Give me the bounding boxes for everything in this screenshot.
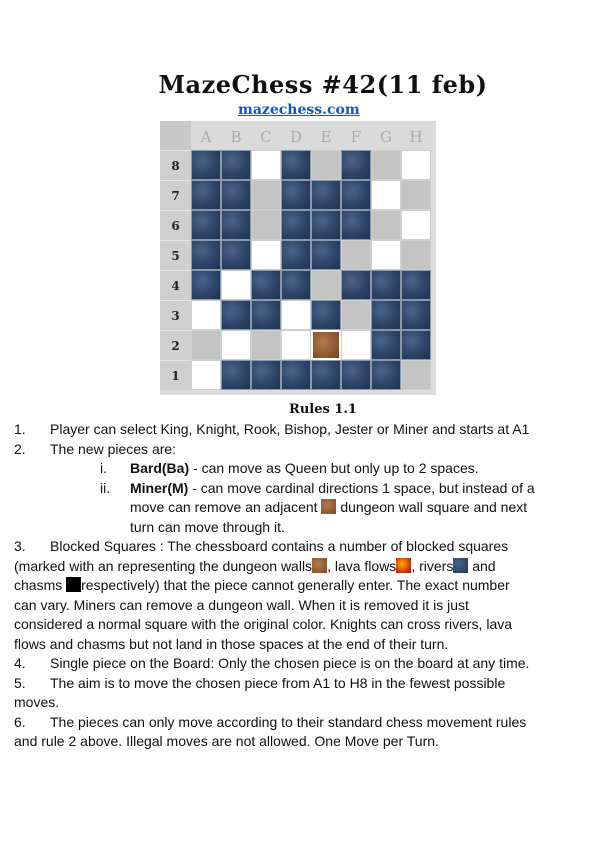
rule-3-line-6 <box>14 635 584 655</box>
square-g5-white[interactable] <box>371 240 401 270</box>
square-b4-white[interactable] <box>221 270 251 300</box>
column-label-g: G <box>371 121 401 150</box>
dungeon-wall-icon <box>312 558 327 573</box>
rule-number: 5. <box>14 674 26 691</box>
rule-4 <box>14 654 584 674</box>
rule-text: The new pieces are: <box>50 440 177 457</box>
square-e1-river[interactable] <box>311 360 341 390</box>
square-h5-gray[interactable] <box>401 240 431 270</box>
rule-3-line-2 <box>14 557 584 577</box>
rule-text: move can remove an adjacent <box>130 499 322 515</box>
rules-title: Rules 1.1 <box>289 402 357 417</box>
square-f8-river[interactable] <box>341 150 371 180</box>
square-e8-gray[interactable] <box>311 150 341 180</box>
square-h4-river[interactable] <box>401 270 431 300</box>
rule-text: considered a normal square with the original color. Knights can cross rivers, lava <box>14 616 513 632</box>
square-d5-river[interactable] <box>281 240 311 270</box>
square-f1-river[interactable] <box>341 360 371 390</box>
page-title: MazeChess #42(11 feb) <box>158 70 488 99</box>
sub-rule-number: ii. <box>100 479 111 496</box>
square-a6-river[interactable] <box>191 210 221 240</box>
rule-text: and <box>468 557 496 574</box>
rule-6-line-2 <box>14 732 584 752</box>
square-b3-river[interactable] <box>221 300 251 330</box>
rule-text: and rule 2 above. Illegal moves are not allowed. One Move per Turn. <box>14 733 439 749</box>
rule-text: , lava flows <box>327 557 397 574</box>
rule-6 <box>14 713 584 733</box>
board-corner <box>160 121 191 150</box>
square-f2-white[interactable] <box>341 330 371 360</box>
square-c7-gray[interactable] <box>251 180 281 210</box>
square-h8-white[interactable] <box>401 150 431 180</box>
square-a3-white[interactable] <box>191 300 221 330</box>
column-label-c: C <box>251 121 281 150</box>
lava-flow-icon <box>396 558 411 573</box>
square-b5-river[interactable] <box>221 240 251 270</box>
square-c1-river[interactable] <box>251 360 281 390</box>
square-f5-gray[interactable] <box>341 240 371 270</box>
square-c6-gray[interactable] <box>251 210 281 240</box>
rule-text: turn can move through it. <box>130 518 285 535</box>
square-g1-river[interactable] <box>371 360 401 390</box>
square-f4-river[interactable] <box>341 270 371 300</box>
rule-2-i <box>14 459 584 479</box>
square-d6-river[interactable] <box>281 210 311 240</box>
column-label-a: A <box>191 121 221 150</box>
rule-text: can vary. Miners can remove a dungeon wall. When it is removed it is just <box>14 596 469 613</box>
square-d3-white[interactable] <box>281 300 311 330</box>
column-label-h: H <box>401 121 431 150</box>
row-label-8: 8 <box>160 150 191 180</box>
square-a4-river[interactable] <box>191 270 221 300</box>
square-d1-river[interactable] <box>281 360 311 390</box>
rule-2 <box>14 440 584 460</box>
rule-2-ii <box>14 479 584 499</box>
rule-number: 2. <box>14 440 26 457</box>
square-e3-river[interactable] <box>311 300 341 330</box>
square-h6-white[interactable] <box>401 210 431 240</box>
square-h7-gray[interactable] <box>401 180 431 210</box>
rule-text: The pieces can only move according to their standard chess movement rules <box>50 713 527 730</box>
piece-name-bard: Bard(Ba) <box>130 460 190 476</box>
square-c4-river[interactable] <box>251 270 281 300</box>
column-label-d: D <box>281 121 311 150</box>
square-f6-river[interactable] <box>341 210 371 240</box>
row-label-3: 3 <box>160 300 191 330</box>
row-label-6: 6 <box>160 210 191 240</box>
square-b6-river[interactable] <box>221 210 251 240</box>
square-a8-river[interactable] <box>191 150 221 180</box>
square-h3-river[interactable] <box>401 300 431 330</box>
square-g3-river[interactable] <box>371 300 401 330</box>
rule-2-ii-cont2 <box>14 518 584 538</box>
rule-2-ii-cont <box>14 498 584 518</box>
rule-text: chasms <box>14 577 67 593</box>
square-b8-river[interactable] <box>221 150 251 180</box>
rule-number: 3. <box>14 538 26 554</box>
square-c2-gray[interactable] <box>251 330 281 360</box>
square-e2-wall[interactable] <box>311 330 341 360</box>
column-label-e: E <box>311 121 341 150</box>
row-label-5: 5 <box>160 240 191 270</box>
square-c5-white[interactable] <box>251 240 281 270</box>
square-g8-gray[interactable] <box>371 150 401 180</box>
square-a1-white[interactable] <box>191 360 221 390</box>
row-label-2: 2 <box>160 330 191 360</box>
square-e7-river[interactable] <box>311 180 341 210</box>
column-label-b: B <box>221 121 251 150</box>
rule-5 <box>14 674 584 694</box>
rule-3-line-3 <box>14 576 584 596</box>
square-c8-white[interactable] <box>251 150 281 180</box>
square-g6-gray[interactable] <box>371 210 401 240</box>
dungeon-wall-icon <box>321 499 336 514</box>
rule-number: 6. <box>14 713 26 730</box>
rule-5-line-2 <box>14 693 584 713</box>
rule-number: 1. <box>14 421 26 437</box>
rule-text: respectively) that the piece cannot generally enter. The exact number <box>81 577 510 593</box>
rule-text: (marked with an representing the dungeon walls <box>14 557 313 574</box>
square-b1-river[interactable] <box>221 360 251 390</box>
rule-text: - can move cardinal directions 1 space, but instead of a <box>188 479 535 496</box>
square-c3-river[interactable] <box>251 300 281 330</box>
rule-number: 4. <box>14 655 26 671</box>
rule-3-line-4 <box>14 596 584 616</box>
square-d8-river[interactable] <box>281 150 311 180</box>
rule-3-line-5 <box>14 615 584 635</box>
sub-rule-number: i. <box>100 460 107 476</box>
rule-text: The aim is to move the chosen piece from A1 to H8 in the fewest possible <box>50 674 506 691</box>
square-a2-gray[interactable] <box>191 330 221 360</box>
square-e4-gray[interactable] <box>311 270 341 300</box>
row-label-7: 7 <box>160 180 191 210</box>
rule-text: , rivers <box>411 557 454 574</box>
row-label-1: 1 <box>160 360 191 390</box>
square-g2-river[interactable] <box>371 330 401 360</box>
rule-text: Single piece on the Board: Only the chosen piece is on the board at any time. <box>50 655 530 671</box>
rule-text: - can move as Queen but only up to 2 spaces. <box>189 460 479 476</box>
river-icon <box>453 558 468 573</box>
square-h1-gray[interactable] <box>401 360 431 390</box>
rule-1 <box>14 420 584 440</box>
column-label-f: F <box>341 121 371 150</box>
square-d2-white[interactable] <box>281 330 311 360</box>
square-g4-river[interactable] <box>371 270 401 300</box>
rule-text: Blocked Squares : The chessboard contains a number of blocked squares <box>50 538 509 554</box>
rule-text: moves. <box>14 694 60 710</box>
rule-text: dungeon wall square and next <box>336 499 528 515</box>
square-d4-river[interactable] <box>281 270 311 300</box>
square-a7-river[interactable] <box>191 180 221 210</box>
maze-chessboard <box>160 121 436 395</box>
square-f3-gray[interactable] <box>341 300 371 330</box>
square-g7-white[interactable] <box>371 180 401 210</box>
square-e5-river[interactable] <box>311 240 341 270</box>
square-b7-river[interactable] <box>221 180 251 210</box>
rule-text: Player can select King, Knight, Rook, Bishop, Jester or Miner and starts at A1 <box>50 421 530 437</box>
square-f7-river[interactable] <box>341 180 371 210</box>
square-h2-river[interactable] <box>401 330 431 360</box>
rule-3 <box>14 537 584 557</box>
chasm-icon <box>66 577 81 592</box>
website-link[interactable]: mazechess.com <box>238 102 360 118</box>
square-a5-river[interactable] <box>191 240 221 270</box>
piece-name-miner: Miner(M) <box>130 479 189 496</box>
rules-list <box>14 420 584 752</box>
square-e6-river[interactable] <box>311 210 341 240</box>
square-d7-river[interactable] <box>281 180 311 210</box>
rule-text: flows and chasms but not land in those spaces at the end of their turn. <box>14 635 449 652</box>
row-label-4: 4 <box>160 270 191 300</box>
square-b2-white[interactable] <box>221 330 251 360</box>
